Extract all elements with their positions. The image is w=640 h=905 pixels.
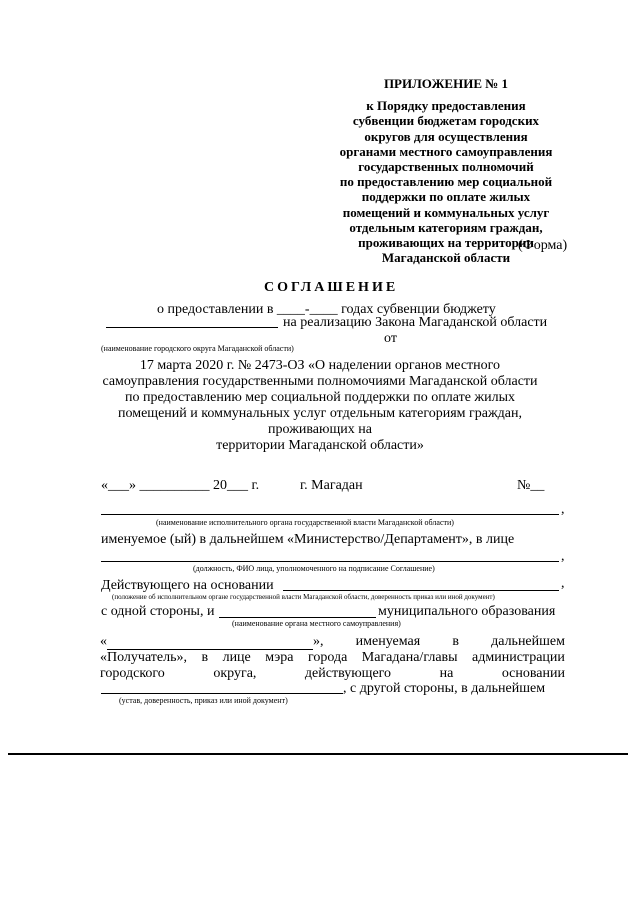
word: в: [201, 650, 209, 665]
appendix-title: ПРИЛОЖЕНИЕ № 1: [383, 76, 509, 91]
law-line: самоуправления государственными полномочиями Магаданской области: [102, 374, 538, 389]
law-line: территории Магаданской области»: [216, 438, 424, 453]
appendix-line: по предоставлению мер социальной: [339, 174, 553, 190]
appendix-line: отдельным категориям граждан,: [349, 219, 543, 235]
caption-authority: (наименование исполнительного органа государственной власти Магаданской области): [156, 518, 454, 527]
agreement-subtitle-line1: о предоставлении в ____-____ годах субвенции бюджету: [157, 302, 496, 317]
official-blank: [101, 561, 559, 562]
law-line: по предоставлению мер социальной поддержки по оплате жилых: [125, 390, 515, 405]
law-line: 17 марта 2020 г. № 2473-ОЗ «О наделении органов местного: [139, 358, 501, 373]
word: на: [439, 666, 454, 681]
caption-district: (наименование городского округа Магаданской области): [101, 344, 294, 353]
quote-open: «: [100, 634, 107, 649]
municipality-label: муниципального образования: [378, 604, 556, 619]
recipient-line-3: [100, 666, 565, 682]
word: «Получатель»,: [100, 650, 188, 665]
word: Магадана/главы: [361, 650, 458, 665]
appendix-line: Магаданской области: [381, 250, 511, 266]
appendix-line: государственных полномочий: [358, 159, 534, 175]
basis-label: Действующего на основании: [101, 578, 274, 593]
word: лице: [222, 650, 251, 665]
appendix-line: субвенции бюджетам городских: [352, 113, 540, 129]
agreement-subtitle-line2: на реализацию Закона Магаданской области: [283, 315, 548, 330]
basis-blank: [283, 590, 559, 591]
comma: ,: [561, 549, 565, 564]
recipient-blank: [107, 637, 313, 650]
appendix-line: к Порядку предоставления: [366, 98, 526, 114]
law-line: проживающих на: [268, 422, 372, 437]
caption-basis: (положение об исполнительном органе государственной власти Магаданской области, доверенность приказ или иной документ): [112, 593, 495, 601]
authority-blank: [101, 514, 559, 515]
appendix-line: органами местного самоуправления: [339, 143, 553, 159]
appendix-line: поддержки по оплате жилых: [361, 189, 531, 205]
word: действующего: [304, 666, 392, 681]
caption-document: (устав, доверенность, приказ или иной документ): [119, 696, 288, 705]
agreement-from: от: [384, 331, 397, 346]
word: округа,: [213, 666, 257, 681]
word: администрации: [472, 650, 565, 665]
recipient-line-1: [100, 634, 565, 650]
word: основании: [501, 666, 565, 681]
comma: ,: [561, 576, 565, 591]
document-blank: [101, 693, 343, 694]
comma: ,: [561, 502, 565, 517]
form-label: (Форма): [518, 238, 568, 253]
date-field: «___» __________ 20___ г.: [101, 478, 260, 493]
city-label: г. Магадан: [300, 478, 363, 493]
quote-close: »,: [313, 634, 324, 649]
named-line: именуемое (ый) в дальнейшем «Министерство/Департамент», в лице: [101, 532, 515, 547]
word: в: [452, 634, 459, 649]
appendix-line: округов для осуществления: [364, 128, 528, 144]
word: именуемая: [355, 634, 421, 649]
law-line: помещений и коммунальных услуг отдельным категориям граждан,: [118, 406, 522, 421]
other-side-text: , с другой стороны, в дальнейшем: [343, 681, 546, 696]
district-blank: [106, 327, 278, 328]
word: городского: [100, 666, 165, 681]
appendix-line: проживающих на территории: [358, 235, 534, 251]
number-field: №__: [517, 478, 545, 493]
agreement-title: СОГЛАШЕНИЕ: [264, 280, 399, 295]
appendix-line: помещений и коммунальных услуг: [342, 204, 550, 220]
side-one-label: с одной стороны, и: [101, 604, 215, 619]
municipality-blank: [219, 617, 376, 618]
caption-official: (должность, ФИО лица, уполномоченного на подписание Соглашение): [193, 564, 435, 573]
caption-municipality: (наименование органа местного самоуправления): [232, 619, 401, 628]
page-bottom-rule: [8, 753, 628, 755]
word: дальнейшем: [491, 634, 565, 649]
word: города: [307, 650, 348, 665]
recipient-line-2: [100, 650, 565, 666]
word: мэра: [265, 650, 294, 665]
